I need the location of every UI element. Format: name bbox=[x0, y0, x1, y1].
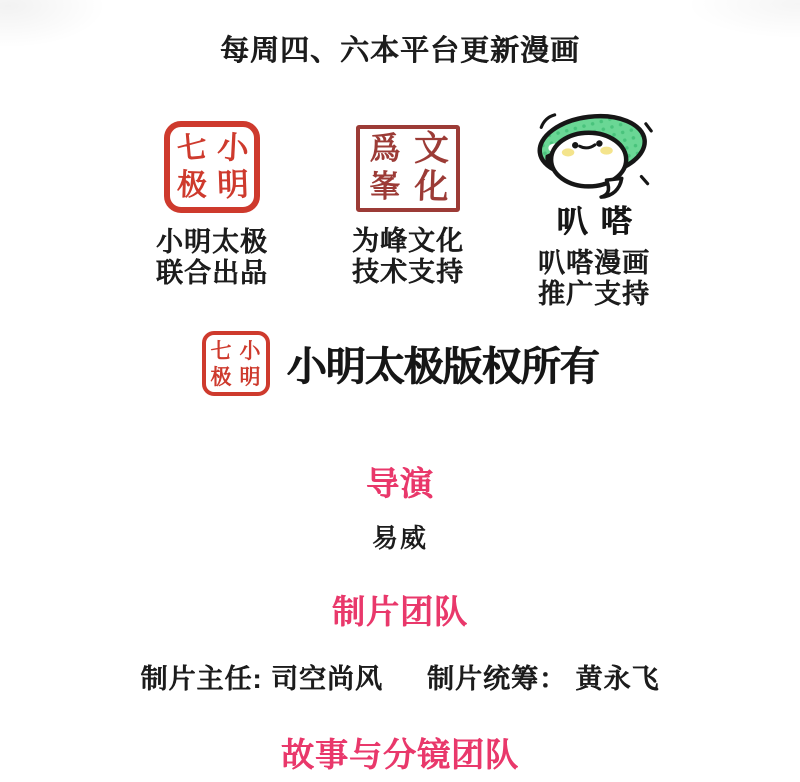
partner-weifeng-culture bbox=[352, 125, 464, 288]
seal-char: 文 bbox=[413, 129, 449, 170]
production-director-credit: 制片主任: 司空尚风 bbox=[140, 664, 383, 694]
xiaoming-taiji-seal-icon bbox=[202, 331, 270, 396]
director-heading: 导演 bbox=[366, 465, 434, 502]
seal-char: 极 bbox=[210, 364, 232, 390]
director-name: 易威 bbox=[371, 523, 428, 553]
partner-caption-line: 联合出品 bbox=[156, 258, 268, 288]
partner-bada-comic bbox=[535, 112, 653, 310]
seal-char: 化 bbox=[413, 166, 449, 208]
bada-wordmark: 叭嗒 bbox=[556, 204, 645, 239]
copyright-row bbox=[0, 331, 800, 396]
seal-char: 峯 bbox=[369, 168, 401, 205]
production-coordinator-credit: 制片统筹： 黄永飞 bbox=[426, 664, 660, 694]
partner-caption-line: 叭嗒漫画 bbox=[538, 248, 650, 278]
partner-caption-line: 推广支持 bbox=[538, 279, 650, 309]
seal-char: 七 bbox=[210, 337, 232, 363]
partner-caption-line: 小明太极 bbox=[156, 227, 268, 257]
xiaoming-taiji-seal-icon bbox=[164, 121, 260, 213]
seal-char: 七 bbox=[174, 129, 208, 167]
partner-caption bbox=[156, 227, 268, 289]
partner-xiaoming-taiji bbox=[156, 121, 268, 289]
seal-char: 小 bbox=[239, 337, 261, 363]
bada-mascot-icon bbox=[535, 112, 653, 200]
partner-caption bbox=[352, 226, 464, 288]
seal-char: 小 bbox=[215, 128, 250, 168]
seal-char: 明 bbox=[216, 166, 249, 204]
copyright-text: 小明太极版权所有 bbox=[286, 345, 599, 389]
production-team-heading: 制片团队 bbox=[332, 593, 468, 630]
partner-caption-line: 技术支持 bbox=[352, 257, 464, 287]
production-roles-line bbox=[0, 657, 800, 696]
seal-char: 极 bbox=[175, 166, 208, 204]
story-storyboard-team-heading: 故事与分镜团队 bbox=[281, 736, 519, 773]
seal-char: 爲 bbox=[369, 131, 401, 168]
weifeng-culture-seal-icon bbox=[356, 125, 460, 212]
seal-char: 明 bbox=[239, 364, 261, 390]
partner-caption-line: 为峰文化 bbox=[352, 226, 464, 256]
update-schedule-text: 每周四、六本平台更新漫画 bbox=[219, 35, 580, 67]
partner-caption bbox=[538, 248, 650, 310]
